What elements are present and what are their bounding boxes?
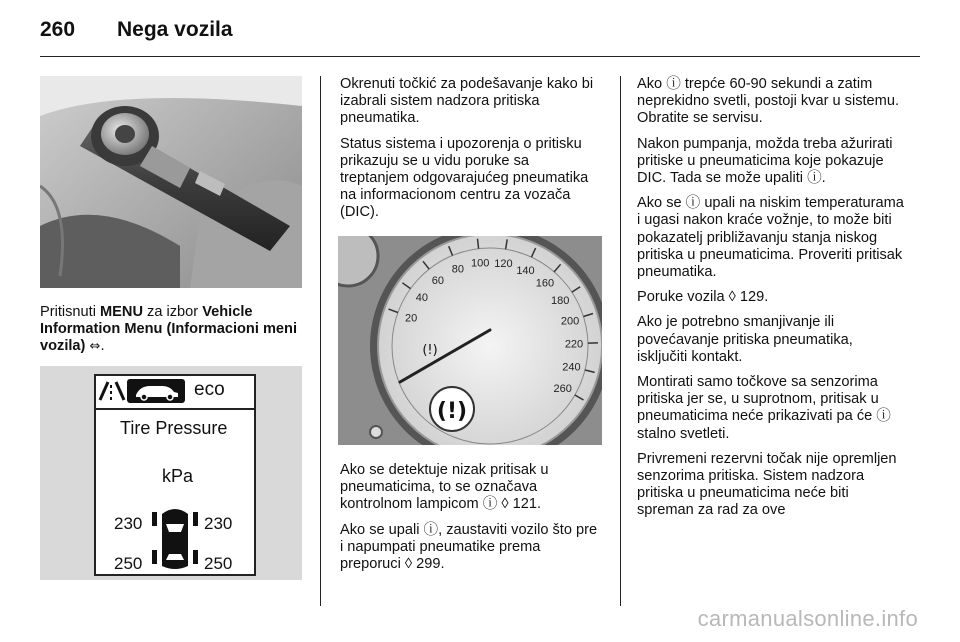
column-2-text-bottom — [340, 462, 602, 581]
paragraph: Poruke vozila ◊ 129. — [637, 289, 769, 306]
watermark: carmanualsonline.info — [697, 606, 918, 631]
dic-unit: kPa — [162, 466, 194, 486]
gauge-tick-label: 40 — [415, 291, 429, 304]
paragraph: Okrenuti točkić za podešavanje kako bi izabrali sistem nadzora pritiska pneumatika. — [340, 76, 594, 127]
tire-rear-right-value: 250 — [204, 554, 233, 573]
gauge-tick-label: 80 — [451, 263, 465, 276]
menu-instruction: Pritisnuti MENU za izbor Vehicle Information Menu (Informacioni meni vozila) ⇔. — [40, 304, 298, 355]
tire-front-right-value: 230 — [204, 514, 233, 533]
gauge-tick-label: 140 — [516, 264, 535, 277]
column-1-text — [40, 304, 302, 364]
tire-front-left-value: 230 — [114, 514, 143, 533]
paragraph: Ako se ⓘ upali na niskim temperaturama i ugasi nakon kraće vožnje, to može biti pokazatelj približavanju stanja niskog pritiska u pneumaticima. Proveriti pritisak pneumatika. — [637, 195, 904, 281]
column-divider-2 — [620, 76, 621, 606]
gauge-tick-label: 180 — [551, 294, 570, 307]
paragraph: Nakon pumpanja, možda treba ažurirati pritiske u pneumaticima koje pokazuje DIC. Tada se može upaliti ⓘ. — [637, 135, 893, 187]
dic-tab-bar — [96, 376, 254, 406]
column-divider-1 — [320, 76, 321, 606]
tire-rear-left-value: 250 — [114, 554, 143, 573]
gauge-tick-label: 260 — [553, 383, 572, 395]
paragraph: Ako je potrebno smanjivanje ili povećavanje pritiska pneumatika, isključiti kontakt. — [637, 314, 853, 365]
paragraph: Status sistema i upozorenja o pritisku prikazuju se u vidu poruke sa treptanjem odgovarajućeg pneumatika na informacionom centru za vozača (DIC). — [340, 135, 589, 221]
page-number: 260 — [40, 18, 76, 41]
page-header — [40, 18, 233, 42]
paragraph: Ako se detektuje nizak pritisak u pneumaticima, to se označava kontrolnom lampicom ⓘ ◊ 121. — [340, 462, 549, 513]
gauge-tick-label: 60 — [431, 275, 445, 288]
turn-signal-stalk-figure — [40, 76, 302, 288]
gauge-tick-label: 200 — [560, 315, 580, 328]
svg-text:(!): (!) — [436, 399, 468, 424]
gauge-tick-label: 220 — [564, 338, 584, 351]
paragraph: Montirati samo točkove sa senzorima pritiska jer se, u suprotnom, pritisak u pneumaticima neće prikazivati pa će ⓘ stalno svetleti. — [637, 374, 891, 442]
dic-title: Tire Pressure — [120, 418, 228, 438]
gauge-tick-label: 120 — [494, 258, 513, 271]
speedometer-figure — [338, 236, 602, 445]
column-3-text — [637, 76, 907, 528]
paragraph: Ako ⓘ trepće 60-90 sekundi a zatim neprekidno svetli, postoji kvar u sistemu. Obratite se servisu. — [637, 76, 899, 127]
car-topview-icon — [150, 504, 200, 574]
header-rule — [40, 56, 920, 57]
gauge-tick-label: 160 — [535, 277, 555, 290]
column-2-text-top — [340, 76, 602, 230]
dic-screen — [94, 374, 256, 576]
paragraph: Ako se upali ⓘ, zaustaviti vozilo što pre i napumpati pneumatike prema preporuci ◊ 299. — [340, 521, 598, 573]
dic-tire-pressure-figure — [40, 366, 302, 580]
gauge-tick-label: 100 — [471, 257, 490, 270]
gauge-tick-label: 240 — [562, 361, 581, 374]
gauge-tick-label: 20 — [404, 312, 418, 325]
dic-tab-eco: eco — [194, 379, 225, 400]
paragraph: Privremeni rezervni točak nije opremljen senzorima pritiska. Sistem nadzora pritiska u pneumaticima neće biti spreman za rad za ove — [637, 450, 897, 519]
svg-text:(!): (!) — [422, 343, 438, 358]
speedometer-gauge — [338, 236, 602, 445]
page-title: Nega vozila — [117, 18, 233, 41]
vehicle-menu-icon: ⇔. — [85, 339, 105, 355]
